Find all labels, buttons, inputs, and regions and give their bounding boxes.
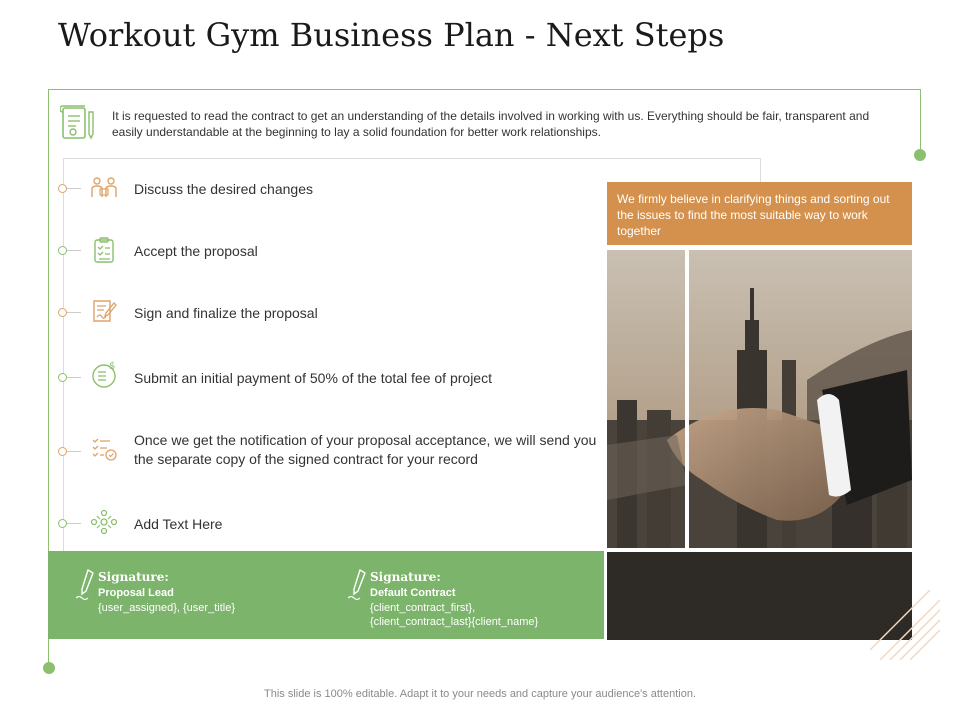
signature-detail: {client_contract_last}{client_name} [370,616,539,628]
payment-list-icon [90,361,118,389]
steps-timeline-line [63,158,64,552]
step-node [58,308,67,317]
step-node [58,373,67,382]
step-text: Submit an initial payment of 50% of the total fee of project [134,370,492,386]
svg-text:$: $ [109,361,116,372]
signature-name: Proposal Lead [98,587,174,599]
signature-detail: {client_contract_first}, [370,602,476,614]
step-text: Accept the proposal [134,243,258,259]
step-node [58,519,67,528]
frame-dot-bottom-left [43,662,55,674]
step-node [58,246,67,255]
step-connector [67,451,81,452]
step-node [58,447,67,456]
pen-icon [348,568,372,602]
frame-border-right [920,89,921,155]
callout-box: We firmly believe in clarifying things and sorting out the issues to find the most suitable way to work together [607,182,912,245]
contract-icon [60,104,96,142]
step-text: Add Text Here [134,516,223,532]
step-node [58,184,67,193]
signature-detail: {user_assigned}, {user_title} [98,602,235,614]
step-text: Sign and finalize the proposal [134,305,318,321]
slide-title: Workout Gym Business Plan - Next Steps [58,16,725,54]
steps-box-right [760,158,761,182]
frame-border-top [48,89,920,90]
step-connector [67,377,81,378]
footer-note: This slide is 100% editable. Adapt it to your needs and capture your audience's attention. [264,688,696,700]
checklist-approved-icon [90,435,118,463]
signature-name: Default Contract [370,587,456,599]
decorative-lines [870,590,940,660]
clipboard-checklist-icon [90,236,118,264]
sign-document-icon [90,297,118,325]
handshake-city-photo [607,250,912,640]
network-people-icon [90,508,118,536]
team-discussion-icon [90,175,118,203]
signature-label: Signature: [98,570,169,584]
pen-icon [76,568,100,602]
intro-paragraph: It is requested to read the contract to get an understanding of the details involved in working with us. Everything should be fair, transparent and easily understandable at the beginning to lay a solid foundation for better work relationships. [112,109,870,139]
step-connector [67,312,81,313]
step-connector [67,250,81,251]
step-text: Discuss the desired changes [134,181,313,197]
signature-label: Signature: [370,570,441,584]
step-connector [67,523,81,524]
step-text: Once we get the notification of your proposal acceptance, we will send you the separate copy of the signed contract for your record [134,432,597,467]
steps-box-top [63,158,761,159]
frame-dot-top-right [914,149,926,161]
step-connector [67,188,81,189]
